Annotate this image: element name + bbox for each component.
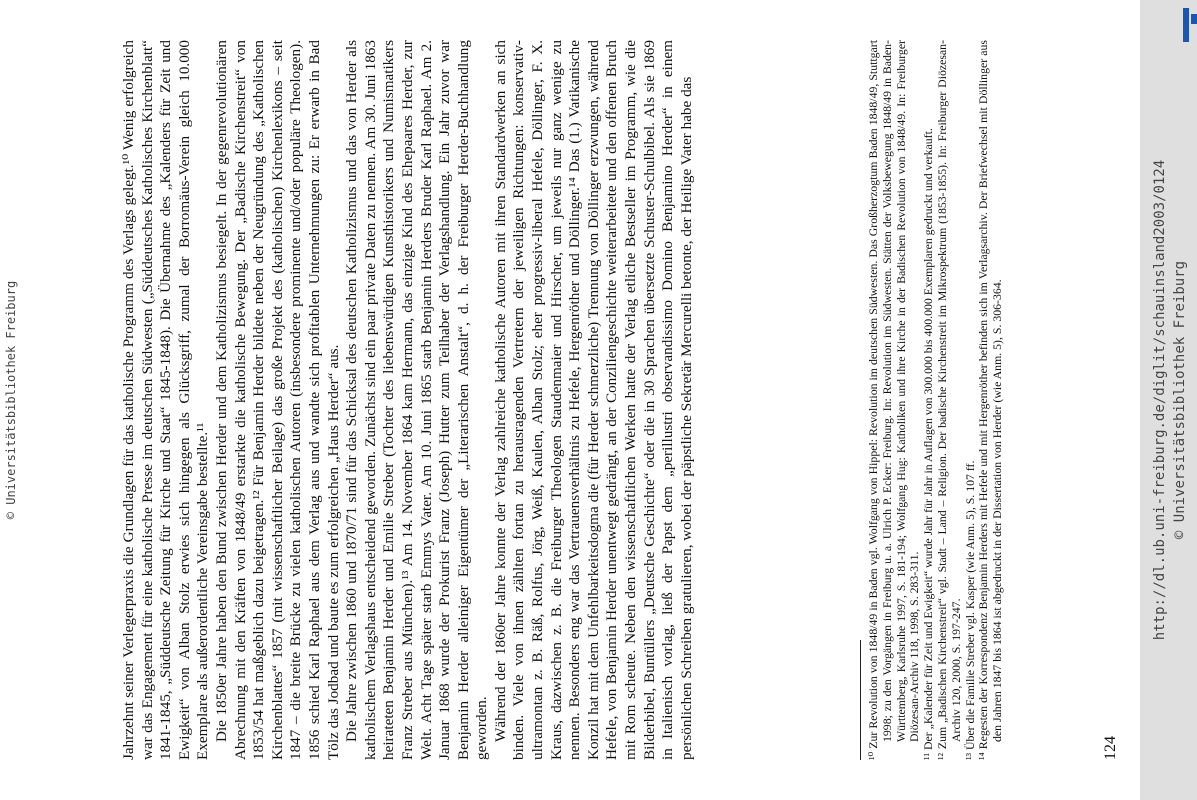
edge-copyright-strip	[0, 0, 60, 800]
paragraph-2: Die 1850er Jahre haben den Bund zwischen Herder und dem Katholizismus besiegelt. In der gegenrevolutionären Abrechnung mit den Kräften von 1848/49 erstarkte die katholische Bewegung. Der „Badische Kirchenstreit“ von 1853/54 hat maßgeblich dazu beigetragen.¹² Für Benjamin Herder bildete neben der Neugründung des „Katholischen Kirchenblattes“ 1857 (mit wissenschaftlicher Beilage) das große Projekt des (katholischen) Kirchenlexikons – seit 1847 – die breite Brücke zu vielen katholischen Autoren (insbesondere prominente und/oder populäre Theologen). 1856 schied Karl Raphael aus dem Verlag aus und wandte sich profitablen Unternehmungen zu: Er erwarb in Bad Tölz das Jodbad und baute es zum erfolgreichen „Haus Herder“ aus.	[212, 40, 342, 760]
footnote-13: ¹³ Über die Familie Streber vgl. Kasper (wie Anm. 5), S. 107 ff.	[962, 460, 977, 760]
copyright-line: © Universitätsbibliothek Freiburg	[1172, 260, 1188, 540]
paragraph-3: Die Jahre zwischen 1860 und 1870/71 sind für das Schicksal des deutschen Katholizismus und das von Herder als katholischem Verlagshaus entscheidend geworden. Zunächst sind ein paar private Daten zu nennen. Am 30. Juni 1863 heirateten Benjamin Herder und Emilie Streber (Tochter des liebenswürdigen Kunsthistorikers und Numismatikers Franz Streber aus München).¹³ Am 14. November 1864 kam Hermann, das einzige Kind des Ehepaares Herder, zur Welt. Acht Tage später starb Emmys Vater. Am 10. Juni 1865 starb Benjamin Herders Bruder Karl Raphael. Am 2. Januar 1868 wurde der Prokurist Franz (Joseph) Hutter zum Teilhaber der Verlagshandlung. Ein Jahr zuvor war Benjamin Herder alleiniger Eigentümer der „Literarischen Anstalt“, d. h. der Freiburger Herder-Buchhandlung geworden.	[343, 40, 491, 760]
footnote-12: ¹² Zum „Badischen Kirchenstreit“ vgl. Stadt – Land – Religion. Der badische Kirchenstreit im Mikrospektrum (1853-1855). In: Freiburger Diözesan-Archiv 120, 2000, S. 197-247.	[934, 40, 963, 760]
footnote-11: ¹¹ Der „Kalender für Zeit und Ewigkeit“ wurde Jahr für Jahr in Auflagen von 300.000 bis 400.000 Exemplaren gedruckt und verkauft.	[921, 128, 936, 760]
body-text	[120, 40, 696, 760]
edge-copyright-text: © Universitätsbibliothek Freiburg	[4, 280, 18, 520]
footnote-rule	[860, 640, 861, 760]
paragraph-1: Jahrzehnt seiner Verlegerpraxis die Grundlagen für das katholische Programm des Verlags gelegt.¹⁰ Wenig erfolgreich war das Engagement für eine katholische Presse im deutschen Südwesten („Süddeutsches Katholisches Kirchenblatt“ 1841-1845, „Süddeutsche Zeitung für Kirche und Staat“ 1845-1848). Die Übernahme des „Kalenders für Zeit und Ewigkeit“ von Alban Stolz erwies sich hingegen als Glücksgriff, zumal der Borromäus-Verein gleich 10.000 Exemplare als außerordentliche Vereinsgabe bestellte.¹¹	[120, 40, 212, 760]
footnote-10: ¹⁰ Zur Revolution von 1848/49 in Baden vgl. Wolfgang von Hippel: Revolution im deutschen Südwesten. Das Großherzogtum Baden 1848/49, Stuttgart 1998; zu den Vorgängen in Freiburg u. a. Ulrich P. Ecker: Freiburg. In: Revolution im Südwesten. Stätten der Volksbewegung 1848/49 in Baden-Württemberg, Karlsruhe 1997, S. 181-194; Wolfgang Hug: Katholiken und ihre Kirche in der Badischen Revolution von 1848/49. In: Freiburger Diözesan-Archiv 118, 1998, S. 283-311.	[866, 40, 922, 760]
source-url[interactable]: http://dl.ub.uni-freiburg.de/diglit/schauinsland2003/0124	[1152, 159, 1168, 641]
watermark	[1150, 0, 1190, 800]
footnote-14: ¹⁴ Regesten der Korrespondenz Benjamin Herders mit Hefele und mit Hergenröther befinden sich im Verlagsarchiv. Der Briefwechsel mit Döllinger aus den Jahren 1847 bis 1864 ist abgedruckt in der Dissertation von Herder (wie Anm. 5), S. 306-364.	[976, 40, 1005, 760]
page-number: 124	[1102, 736, 1119, 760]
paragraph-4: Während der 1860er Jahre konnte der Verlag zahlreiche katholische Autoren mit ihren Standardwerken an sich binden. Viele von ihnen zählten fortan zu herausragenden Vertretern der jeweiligen Richtungen: konservativ-ultramontan z. B. Räß, Rolfus, Jörg, Weiß, Kaulen, Alban Stolz; eher progressiv-liberal Hefele, Döllinger, F. X. Kraus, dazwischen z. B. die Freiburger Theologen Staudenmaier und Hirscher, um jeweils nur ganz wenige zu nennen. Besonders eng war das Vertrauensverhältnis zu Hefele, Hergenröther und Döllinger.¹⁴ Das (1.) Vatikanische Konzil hat mit dem Unfehlbarkeitsdogma die (für Herder schmerzliche) Trennung von Döllinger erzwungen, während Hefele, von Benjamin Herder unentwegt gedrängt, an der Conziliengeschichte weiterarbeitete und den offenen Bruch mit Rom scheute. Neben den wissenschaftlichen Werken hatte der Verlag etliche Bestseller im Programm, wie die Bilderbibel, Buntüllers „Deutsche Geschichte“ oder die in 30 Sprachen übersetzte Schuster-Schulbibel. Als sie 1869 in Italienisch vorlag, ließ der Papst dem „perillustri observandissimo Domino Benjamino Herder“ in einem persönlichen Schreiben gratulieren, wobei der päpstliche Sekretär Mercurelli betonte, der Heilige Vater habe das	[491, 40, 695, 760]
footnotes	[860, 40, 1005, 760]
